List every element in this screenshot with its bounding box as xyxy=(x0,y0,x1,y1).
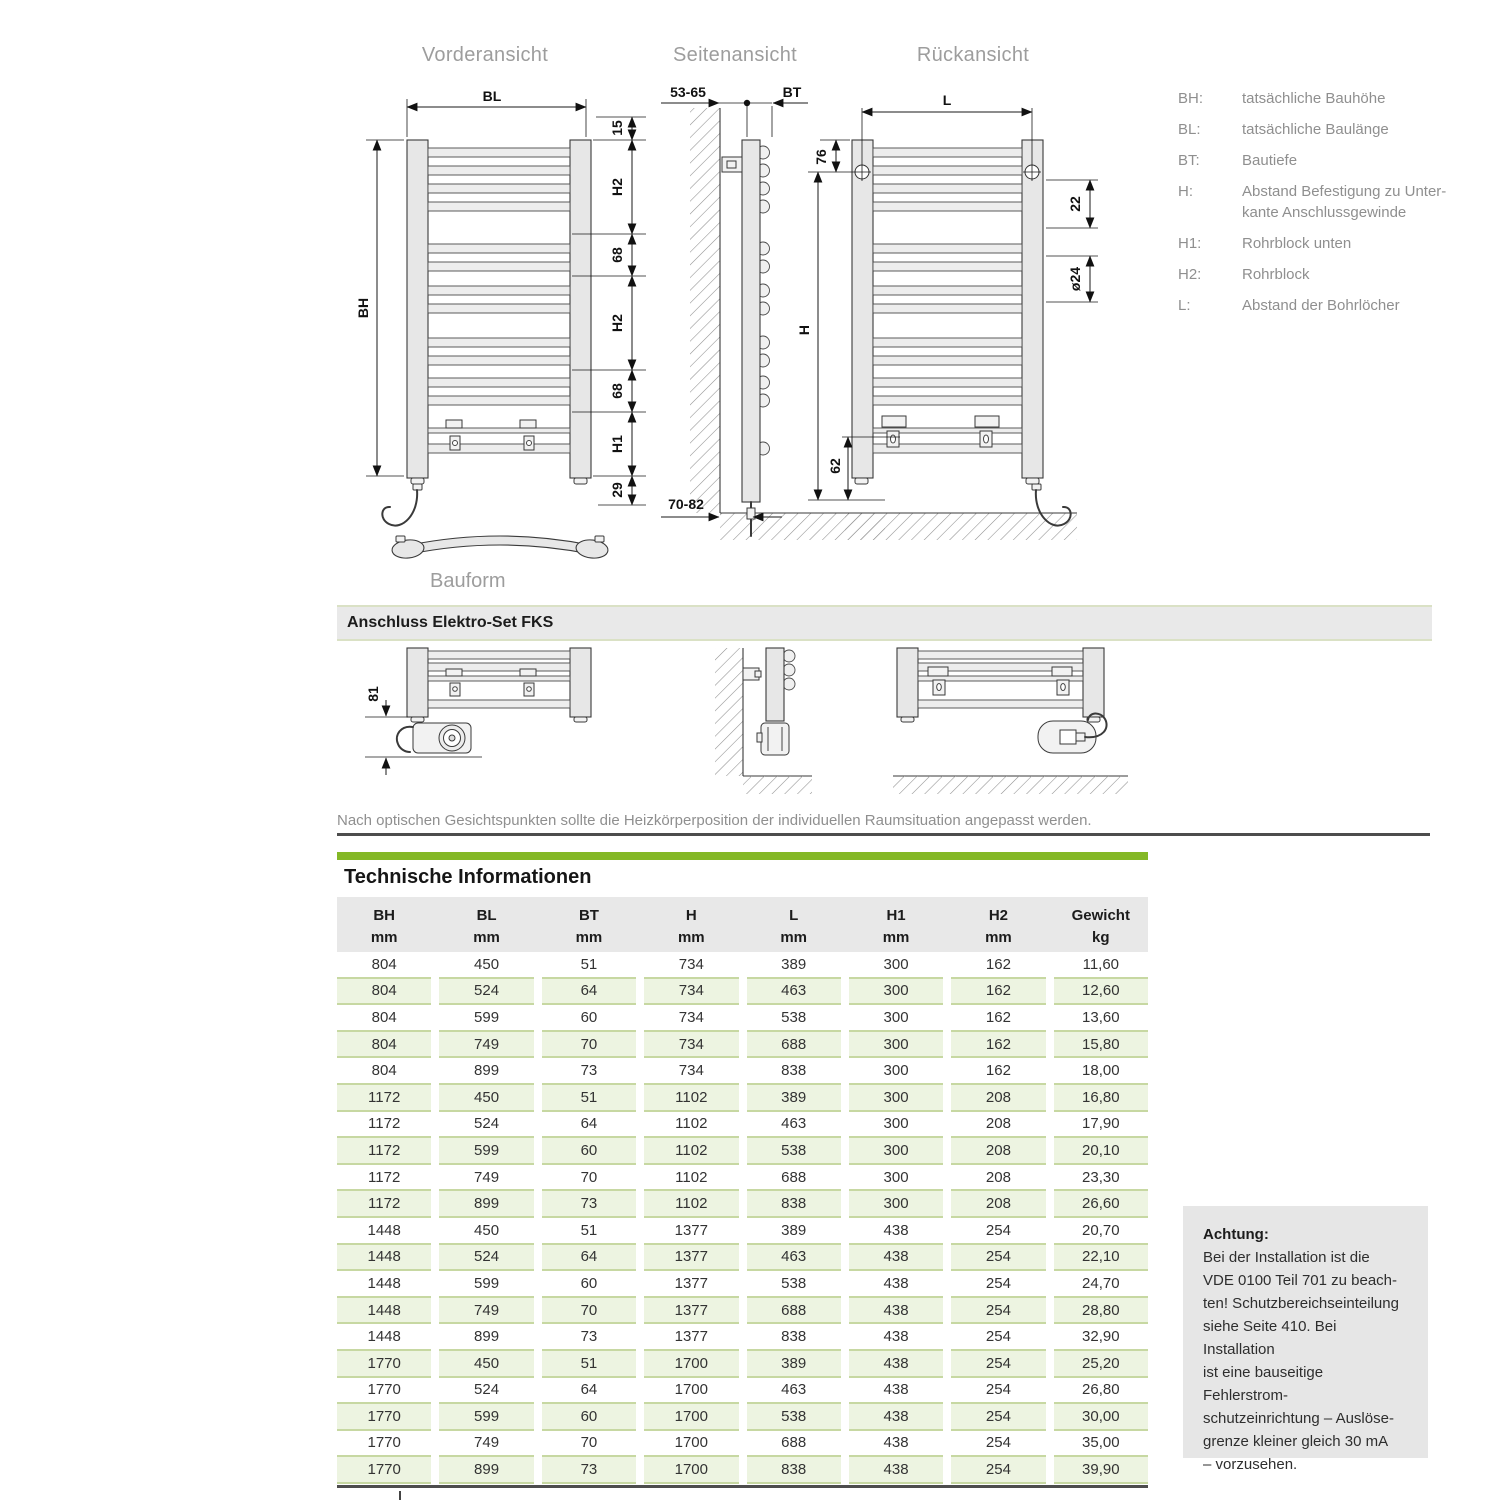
bauform-label: Bauform xyxy=(430,570,506,592)
table-cell: 11,60 xyxy=(1054,952,1148,979)
table-cell: 208 xyxy=(951,1112,1045,1139)
table-cell: 300 xyxy=(849,1191,943,1218)
header-cell: BH mm xyxy=(370,907,398,946)
legend-item xyxy=(1178,264,1458,285)
table-cell: 162 xyxy=(951,979,1045,1006)
table-cell: 300 xyxy=(849,1165,943,1192)
table-cell: 300 xyxy=(849,1112,943,1139)
dim-label-h: H xyxy=(796,324,812,336)
dim-label-22: 22 xyxy=(1067,196,1083,212)
table-cell: 524 xyxy=(439,1112,533,1139)
table-cell: 51 xyxy=(542,1351,636,1378)
table-cell: 13,60 xyxy=(1054,1005,1148,1032)
table-cell: 599 xyxy=(439,1138,533,1165)
legend-item xyxy=(1178,181,1458,223)
table-cell: 51 xyxy=(542,952,636,979)
legend-key: L: xyxy=(1178,297,1191,314)
table-cell: 538 xyxy=(747,1404,841,1431)
table-cell: 1172 xyxy=(337,1191,431,1218)
table-cell: 1700 xyxy=(644,1431,738,1458)
table-row xyxy=(337,1218,1148,1245)
fks-front-drawing xyxy=(365,648,591,775)
legend-key: H1: xyxy=(1178,235,1202,252)
table-cell: 599 xyxy=(439,1005,533,1032)
table-cell: 254 xyxy=(951,1351,1045,1378)
warning-title: Achtung: xyxy=(1203,1226,1269,1243)
side-view-drawing xyxy=(661,84,885,540)
rear-view-drawing xyxy=(796,92,1098,540)
power-cable-front xyxy=(382,490,417,526)
table-cell: 1448 xyxy=(337,1245,431,1272)
legend xyxy=(1178,88,1458,326)
table-row xyxy=(337,1032,1148,1059)
table-cell: 1377 xyxy=(644,1218,738,1245)
table-cell: 438 xyxy=(849,1378,943,1405)
table-cell: 300 xyxy=(849,1032,943,1059)
table-cell: 1700 xyxy=(644,1457,738,1484)
table-cell: 12,60 xyxy=(1054,979,1148,1006)
table-cell: 1172 xyxy=(337,1085,431,1112)
table-cell: 749 xyxy=(439,1298,533,1325)
table-cell: 1448 xyxy=(337,1324,431,1351)
table-row xyxy=(337,1191,1148,1218)
table-cell: 450 xyxy=(439,952,533,979)
dim-label-76: 76 xyxy=(813,149,829,165)
table-cell: 804 xyxy=(337,979,431,1006)
table-cell: 438 xyxy=(849,1298,943,1325)
table-cell: 73 xyxy=(542,1324,636,1351)
table-cell: 70 xyxy=(542,1431,636,1458)
table-cell: 254 xyxy=(951,1404,1045,1431)
table-cell: 463 xyxy=(747,1378,841,1405)
table-cell: 300 xyxy=(849,979,943,1006)
legend-text: Rohrblock unten xyxy=(1242,235,1352,252)
technical-drawings xyxy=(330,80,1150,600)
table-cell: 463 xyxy=(747,979,841,1006)
table-cell: 389 xyxy=(747,1351,841,1378)
table-cell: 899 xyxy=(439,1058,533,1085)
table-cell: 300 xyxy=(849,1085,943,1112)
table-cell: 300 xyxy=(849,1138,943,1165)
section-rule xyxy=(337,833,1430,836)
header-cell: BT mm xyxy=(575,907,603,946)
header-cell: L mm xyxy=(780,907,808,946)
table-cell: 1377 xyxy=(644,1245,738,1272)
dim-label-68-bot: 68 xyxy=(609,383,625,399)
table-cell: 64 xyxy=(542,1245,636,1272)
table-cell: 60 xyxy=(542,1138,636,1165)
dim-label-62: 62 xyxy=(827,458,843,474)
table-cell: 17,90 xyxy=(1054,1112,1148,1139)
table-cell: 1770 xyxy=(337,1457,431,1484)
table-cell: 254 xyxy=(951,1324,1045,1351)
table-cell: 734 xyxy=(644,1005,738,1032)
header-cell: H mm xyxy=(677,907,705,946)
table-cell: 438 xyxy=(849,1431,943,1458)
table-cell: 1172 xyxy=(337,1112,431,1139)
table-cell: 254 xyxy=(951,1245,1045,1272)
table-cell: 254 xyxy=(951,1431,1045,1458)
table-cell: 804 xyxy=(337,952,431,979)
table-cell: 899 xyxy=(439,1324,533,1351)
table-cell: 254 xyxy=(951,1378,1045,1405)
table-row xyxy=(337,1245,1148,1272)
table-cell: 39,90 xyxy=(1054,1457,1148,1484)
table-cell: 688 xyxy=(747,1032,841,1059)
table-cell: 804 xyxy=(337,1032,431,1059)
dim-label-h2-mid: H2 xyxy=(609,314,625,332)
table-cell: 30,00 xyxy=(1054,1404,1148,1431)
table-title: Technische Informationen xyxy=(344,866,592,888)
table-cell: 162 xyxy=(951,1032,1045,1059)
dim-label-floor: 70-82 xyxy=(668,496,704,512)
table-cell: 254 xyxy=(951,1457,1045,1484)
table-cell: 64 xyxy=(542,1378,636,1405)
table-cell: 1770 xyxy=(337,1431,431,1458)
table-cell: 162 xyxy=(951,952,1045,979)
fks-side-drawing xyxy=(715,648,812,794)
dim-label-bt: BT xyxy=(782,84,802,100)
header-cell: H1 mm xyxy=(882,907,910,946)
table-cell: 688 xyxy=(747,1165,841,1192)
table-cell: 254 xyxy=(951,1218,1045,1245)
table-row xyxy=(337,1165,1148,1192)
table-cell: 438 xyxy=(849,1351,943,1378)
legend-key: H2: xyxy=(1178,266,1202,283)
table-row xyxy=(337,1085,1148,1112)
table-cell: 32,90 xyxy=(1054,1324,1148,1351)
table-row xyxy=(337,1112,1148,1139)
table-cell: 1377 xyxy=(644,1298,738,1325)
warning-text: Bei der Installation ist die VDE 0100 Teil 701 zu beach- ten! Schutzbereichseinteilung siehe Seite 410. Bei Installation ist eine bauseitige Fehlerstrom- schutzeinrichtung – Auslöse- grenze kleiner gleich 30 mA – vorzusehen. xyxy=(1203,1249,1399,1473)
table-cell: 64 xyxy=(542,979,636,1006)
dim-label-29: 29 xyxy=(609,482,625,498)
legend-key: BT: xyxy=(1178,152,1200,169)
table-cell: 73 xyxy=(542,1058,636,1085)
view-title-front: Vorderansicht xyxy=(421,44,549,66)
table-cell: 28,80 xyxy=(1054,1298,1148,1325)
table-cell: 254 xyxy=(951,1298,1045,1325)
table-cell: 899 xyxy=(439,1457,533,1484)
table-cell: 25,20 xyxy=(1054,1351,1148,1378)
fks-drawings xyxy=(330,645,1160,810)
table-row xyxy=(337,979,1148,1006)
section-title-fks: Anschluss Elektro-Set FKS xyxy=(347,614,554,631)
table-row xyxy=(337,1005,1148,1032)
table-cell: 804 xyxy=(337,1058,431,1085)
legend-item xyxy=(1178,88,1458,109)
table-cell: 599 xyxy=(439,1271,533,1298)
table-cell: 1172 xyxy=(337,1138,431,1165)
section-header-fks xyxy=(337,605,1432,641)
table-cell: 300 xyxy=(849,952,943,979)
table-cell: 463 xyxy=(747,1112,841,1139)
dim-label-bl: BL xyxy=(482,88,502,104)
legend-text: Abstand Befestigung zu Unter- kante Anschlussgewinde xyxy=(1242,183,1447,221)
table-cell: 450 xyxy=(439,1085,533,1112)
position-note: Nach optischen Gesichtspunkten sollte die Heizkörperposition der individuellen Raumsituation angepasst werden. xyxy=(337,812,1092,829)
dim-label-68-top: 68 xyxy=(609,247,625,263)
table-cell: 1102 xyxy=(644,1138,738,1165)
table-cell: 450 xyxy=(439,1218,533,1245)
table-cell: 1770 xyxy=(337,1404,431,1431)
table-cell: 438 xyxy=(849,1324,943,1351)
table-cell: 749 xyxy=(439,1032,533,1059)
legend-item xyxy=(1178,233,1458,254)
view-title-rear: Rückansicht xyxy=(916,44,1030,66)
table-cell: 51 xyxy=(542,1085,636,1112)
table-cell: 70 xyxy=(542,1032,636,1059)
table-cell: 524 xyxy=(439,1245,533,1272)
table-row xyxy=(337,1138,1148,1165)
table-cell: 450 xyxy=(439,1351,533,1378)
table-cell: 1770 xyxy=(337,1378,431,1405)
table-cell: 208 xyxy=(951,1138,1045,1165)
table-cell: 1770 xyxy=(337,1351,431,1378)
table-cell: 70 xyxy=(542,1298,636,1325)
wall-hatch xyxy=(690,108,720,513)
table-cell: 51 xyxy=(542,1218,636,1245)
table-cell: 1102 xyxy=(644,1191,738,1218)
front-view-drawing xyxy=(355,88,646,526)
table-cell: 18,00 xyxy=(1054,1058,1148,1085)
table-header xyxy=(337,897,1148,952)
header-cell: H2 mm xyxy=(985,907,1012,946)
table-cell: 438 xyxy=(849,1457,943,1484)
table-cell: 300 xyxy=(849,1005,943,1032)
table-cell: 734 xyxy=(644,979,738,1006)
table-cell: 734 xyxy=(644,1058,738,1085)
header-cell: Gewicht kg xyxy=(1071,907,1130,946)
dim-label-bh: BH xyxy=(355,297,371,319)
table-cell: 254 xyxy=(951,1271,1045,1298)
table-cell: 23,30 xyxy=(1054,1165,1148,1192)
table-cell: 438 xyxy=(849,1218,943,1245)
dim-label-wall: 53-65 xyxy=(670,84,706,100)
table-cell: 389 xyxy=(747,952,841,979)
table-cell: 438 xyxy=(849,1404,943,1431)
legend-item xyxy=(1178,295,1458,316)
legend-key: BH: xyxy=(1178,90,1204,107)
fks-rear-drawing xyxy=(893,648,1128,794)
table-cell: 538 xyxy=(747,1271,841,1298)
table-cell: 838 xyxy=(747,1324,841,1351)
accent-bar xyxy=(337,852,1148,860)
table-cell: 73 xyxy=(542,1191,636,1218)
table-cell: 524 xyxy=(439,1378,533,1405)
table-cell: 20,10 xyxy=(1054,1138,1148,1165)
table-cell: 389 xyxy=(747,1218,841,1245)
table-cell: 1700 xyxy=(644,1378,738,1405)
table-cell: 35,00 xyxy=(1054,1431,1148,1458)
legend-text: tatsächliche Bauhöhe xyxy=(1242,90,1386,107)
table-cell: 208 xyxy=(951,1191,1045,1218)
table-cell: 1700 xyxy=(644,1404,738,1431)
table-bottom-rule xyxy=(337,1485,1148,1488)
table-cell: 1102 xyxy=(644,1112,738,1139)
table-cell: 162 xyxy=(951,1005,1045,1032)
legend-text: Bautiefe xyxy=(1242,152,1298,169)
table-body xyxy=(337,952,1148,1484)
table-cell: 463 xyxy=(747,1245,841,1272)
dim-label-81: 81 xyxy=(365,686,381,702)
table-cell: 1102 xyxy=(644,1085,738,1112)
table-cell: 734 xyxy=(644,1032,738,1059)
table-row xyxy=(337,1271,1148,1298)
table-cell: 688 xyxy=(747,1298,841,1325)
table-cell: 300 xyxy=(849,1058,943,1085)
table-cell: 162 xyxy=(951,1058,1045,1085)
table-row xyxy=(337,1351,1148,1378)
table-row xyxy=(337,1324,1148,1351)
table-cell: 524 xyxy=(439,979,533,1006)
table-cell: 804 xyxy=(337,1005,431,1032)
table-cell: 60 xyxy=(542,1271,636,1298)
table-cell: 838 xyxy=(747,1058,841,1085)
table-cell: 1448 xyxy=(337,1271,431,1298)
legend-text: tatsächliche Baulänge xyxy=(1242,121,1389,138)
table-cell: 64 xyxy=(542,1112,636,1139)
bauform-drawing xyxy=(391,536,609,560)
table-cell: 70 xyxy=(542,1165,636,1192)
dim-label-15: 15 xyxy=(609,120,625,136)
table-cell: 389 xyxy=(747,1085,841,1112)
dim-label-h2-top: H2 xyxy=(609,178,625,196)
table-cell: 60 xyxy=(542,1404,636,1431)
table-cell: 16,80 xyxy=(1054,1085,1148,1112)
table-cell: 438 xyxy=(849,1271,943,1298)
table-cell: 15,80 xyxy=(1054,1032,1148,1059)
table-cell: 438 xyxy=(849,1245,943,1272)
table-cell: 538 xyxy=(747,1138,841,1165)
header-cell: BL mm xyxy=(473,907,500,946)
table-cell: 208 xyxy=(951,1085,1045,1112)
table-row xyxy=(337,1431,1148,1458)
table-cell: 838 xyxy=(747,1191,841,1218)
legend-key: BL: xyxy=(1178,121,1201,138)
dim-label-l: L xyxy=(942,92,952,108)
view-title-side: Seitenansicht xyxy=(673,44,797,66)
table-cell: 22,10 xyxy=(1054,1245,1148,1272)
legend-key: H: xyxy=(1178,183,1193,200)
table-cell: 1448 xyxy=(337,1298,431,1325)
table-cell: 1172 xyxy=(337,1165,431,1192)
table-cell: 1102 xyxy=(644,1165,738,1192)
electric-heating-element xyxy=(761,723,789,755)
table-cell: 26,60 xyxy=(1054,1191,1148,1218)
table-cell: 73 xyxy=(542,1457,636,1484)
table-cell: 749 xyxy=(439,1431,533,1458)
table-cell: 208 xyxy=(951,1165,1045,1192)
table-cell: 688 xyxy=(747,1431,841,1458)
table-row xyxy=(337,1298,1148,1325)
warning-box xyxy=(1183,1206,1428,1473)
table-row xyxy=(337,1378,1148,1405)
legend-item xyxy=(1178,150,1458,171)
dim-label-h1: H1 xyxy=(609,435,625,453)
legend-item xyxy=(1178,119,1458,140)
table-row xyxy=(337,1404,1148,1431)
table-row xyxy=(337,1058,1148,1085)
table-cell: 1377 xyxy=(644,1324,738,1351)
table-cell: 1700 xyxy=(644,1351,738,1378)
cutoff-drawing-tick xyxy=(399,1491,401,1500)
table-cell: 1377 xyxy=(644,1271,738,1298)
table-cell: 60 xyxy=(542,1005,636,1032)
table-cell: 899 xyxy=(439,1191,533,1218)
table-row xyxy=(337,1457,1148,1484)
table-cell: 20,70 xyxy=(1054,1218,1148,1245)
table-cell: 749 xyxy=(439,1165,533,1192)
table-cell: 599 xyxy=(439,1404,533,1431)
table-cell: 538 xyxy=(747,1005,841,1032)
table-cell: 24,70 xyxy=(1054,1271,1148,1298)
table-row xyxy=(337,952,1148,979)
dim-label-o24: ø24 xyxy=(1067,266,1083,292)
legend-text: Abstand der Bohrlöcher xyxy=(1242,297,1400,314)
table-cell: 838 xyxy=(747,1457,841,1484)
legend-text: Rohrblock xyxy=(1242,266,1310,283)
table-cell: 26,80 xyxy=(1054,1378,1148,1405)
table-cell: 734 xyxy=(644,952,738,979)
table-cell: 1448 xyxy=(337,1218,431,1245)
